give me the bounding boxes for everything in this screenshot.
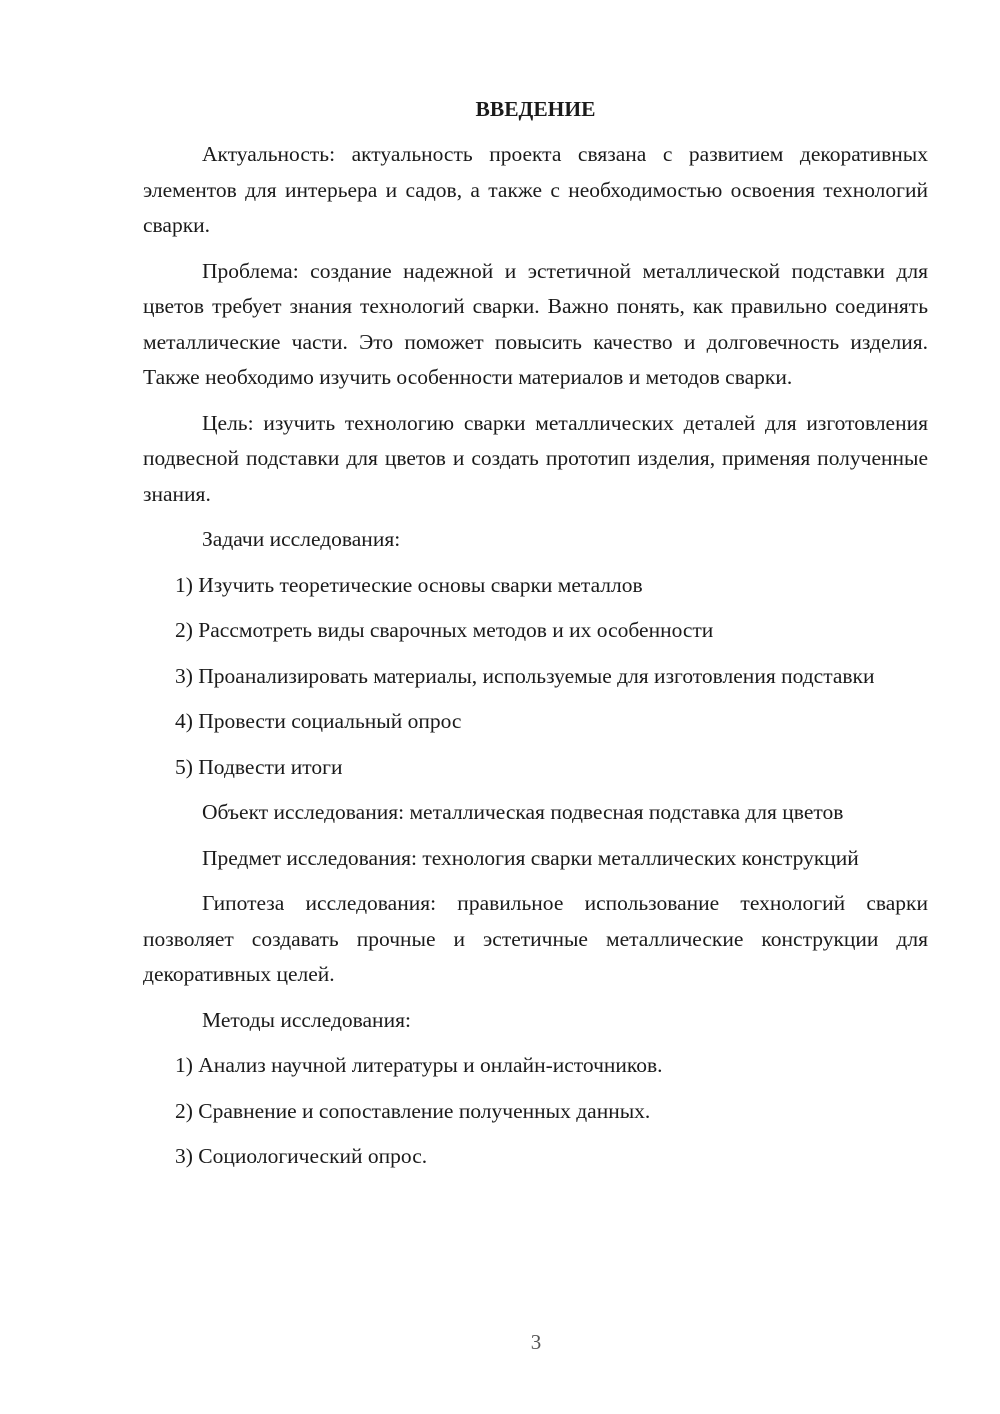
- method-item: 3) Социологический опрос.: [175, 1144, 428, 1168]
- document-page: [143, 92, 928, 1185]
- relevance-paragraph: Актуальность: актуальность проекта связана с развитием декоративных элементов для интерьера и садов, а также с необходимостью освоения технологий сварки.: [143, 142, 928, 237]
- goal-paragraph: Цель: изучить технологию сварки металлических деталей для изготовления подвесной подставки для цветов и создать прототип изделия, применяя полученные знания.: [143, 410, 928, 506]
- method-item: 2) Сравнение и сопоставление полученных данных.: [175, 1098, 651, 1123]
- methods-label: Методы исследования:: [202, 1007, 411, 1032]
- hypothesis-paragraph: Гипотеза исследования: правильное использование технологий сварки позволяет создавать прочные и эстетичные металлические конструкции для декоративных целей.: [143, 891, 928, 986]
- problem-paragraph: Проблема: создание надежной и эстетичной металлической подставки для цветов требует знания технологий сварки. Важно понять, как правильно соединять металлические части. Это поможет повысить качество и долговечность изделия. Также необходимо изучить особенности материалов и методов сварки.: [143, 258, 928, 389]
- task-item: 2) Рассмотреть виды сварочных методов и их особенности: [175, 618, 714, 642]
- task-item: 5) Подвести итоги: [175, 754, 343, 779]
- task-item: 1) Изучить теоретические основы сварки металлов: [175, 572, 643, 597]
- tasks-label: Задачи исследования:: [202, 527, 401, 551]
- object-paragraph: Объект исследования: металлическая подвесная подставка для цветов: [202, 800, 844, 824]
- subject-paragraph: Предмет исследования: технология сварки металлических конструкций: [202, 845, 859, 870]
- page-title: ВВЕДЕНИЕ: [475, 97, 596, 121]
- page-number: 3: [530, 1330, 542, 1354]
- task-item: 3) Проанализировать материалы, используемые для изготовления подставки: [175, 663, 875, 688]
- method-item: 1) Анализ научной литературы и онлайн-источников.: [175, 1053, 663, 1077]
- task-item: 4) Провести социальный опрос: [175, 709, 462, 733]
